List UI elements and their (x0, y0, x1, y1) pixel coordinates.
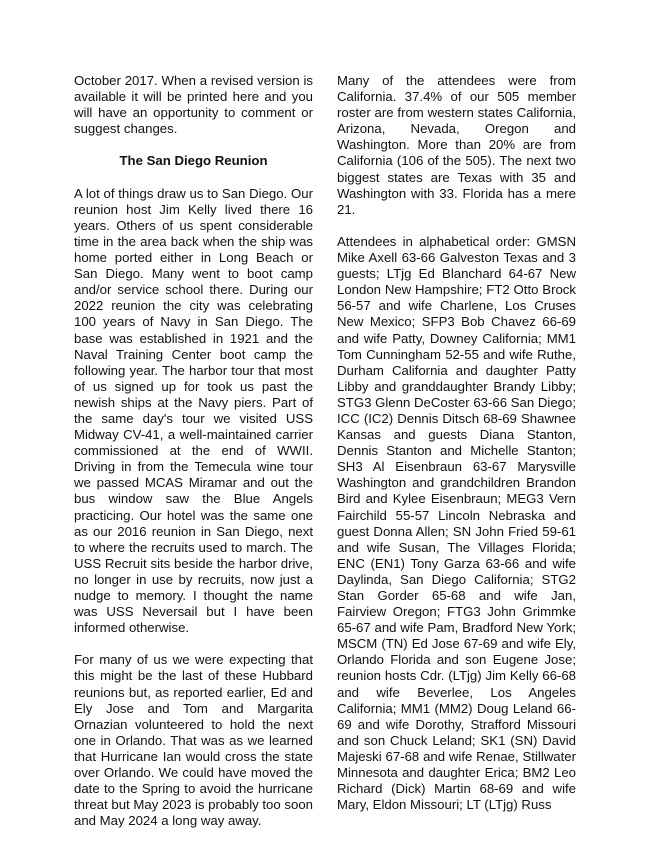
right-column (337, 73, 576, 829)
paragraph-california: Many of the attendees were from California. 37.4% of our 505 member roster are from western states California, Arizona, Nevada, Oregon and Washington. More than 20% are from California (106 of the 505). The next two biggest states are Texas with 35 and Washington with 33. Florida has a mere 21. (337, 73, 576, 217)
paragraph-orlando: For many of us we were expecting that this might be the last of these Hubbard reunions but, as reported earlier, Ed and Ely Jose and Tom and Margarita Ornazian volunteered to hold the next one in Orlando. That was as we learned that Hurricane Ian would cross the state over Orlando. We could have moved the date to the Spring to avoid the hurricane threat but May 2023 is probably too soon and May 2024 a long way away. (74, 652, 313, 829)
intro-paragraph: October 2017. When a revised version is available it will be printed here and you will have an opportunity to comment or suggest changes. (74, 73, 313, 137)
paragraph-attendees: Attendees in alphabetical order: GMSN Mike Axell 63-66 Galveston Texas and 3 guests; LTjg Ed Blanchard 64-67 New London New Hampshire; FT2 Otto Brock 56-57 and wife Charlene, Los Cruses New Mexico; SFP3 Bob Chavez 66-69 and wife Patty, Downey California; MM1 Tom Cunningham 52-55 and wife Ruthe, Durham California and daughter Patty Libby and granddaughter Brandy Libby; STG3 Glenn DeCoster 63-66 San Diego; ICC (IC2) Dennis Ditsch 68-69 Shawnee Kansas and guests Diana Stanton, Dennis Stanton and Michelle Stanton; SH3 Al Eisenbraun 63-67 Marysville Washington and grandchildren Brandon Bird and Kylee Eisenbraun; MEG3 Vern Fairchild 55-57 Lincoln Nebraska and guest Donna Allen; SN John Fried 59-61 and wife Susan, The Villages Florida; ENC (EN1) Tony Garza 63-66 and wife Daylinda, San Diego California; STG2 Stan Gorder 65-68 and wife Jan, Fairview Oregon; FTG3 John Grimmke 65-67 and wife Pam, Bradford New York; MSCM (TN) Ed Jose 67-69 and wife Ely, Orlando Florida and son Eugene Jose; reunion hosts Cdr. (LTjg) Jim Kelly 66-68 and wife Beverlee, Los Angeles California; MM1 (MM2) Doug Leland 66-69 and wife Dorothy, Strafford Missouri and son Chuck Leland; SK1 (SN) David Majeski 67-68 and wife Renae, Stillwater Minnesota and daughter Erica; BM2 Leo Richard (Dick) Martin 68-69 and wife Mary, Eldon Missouri; LT (LTjg) Russ (337, 233, 576, 813)
section-heading: The San Diego Reunion (119, 153, 268, 169)
left-column (74, 73, 313, 846)
paragraph-san-diego: A lot of things draw us to San Diego. Our reunion host Jim Kelly lived there 16 years. Others of us spent considerable time in the area back when the ship was home ported either in Long Beach or San Diego. Many went to boot camp and/or service school there. During our 2022 reunion the city was celebrating 100 years of Navy in San Diego. The base was established in 1921 and the Naval Training Center boot camp the following year. The harbor tour that most of us signed up for took us past the newish ships at the Navy piers. Part of the same day's tour we visited USS Midway CV-41, a well-maintained carrier commissioned at the end of WWII. Driving in from the Temecula wine tour we passed MCAS Miramar and out the bus window saw the Blue Angels practicing. Our hotel was the same one as our 2016 reunion in San Diego, next to where the recruits used to march. The USS Recruit sits beside the harbor drive, no longer in use by recruits, now just a nudge to memory. I thought the name was USS Neversail but I have been informed otherwise. (74, 185, 313, 636)
